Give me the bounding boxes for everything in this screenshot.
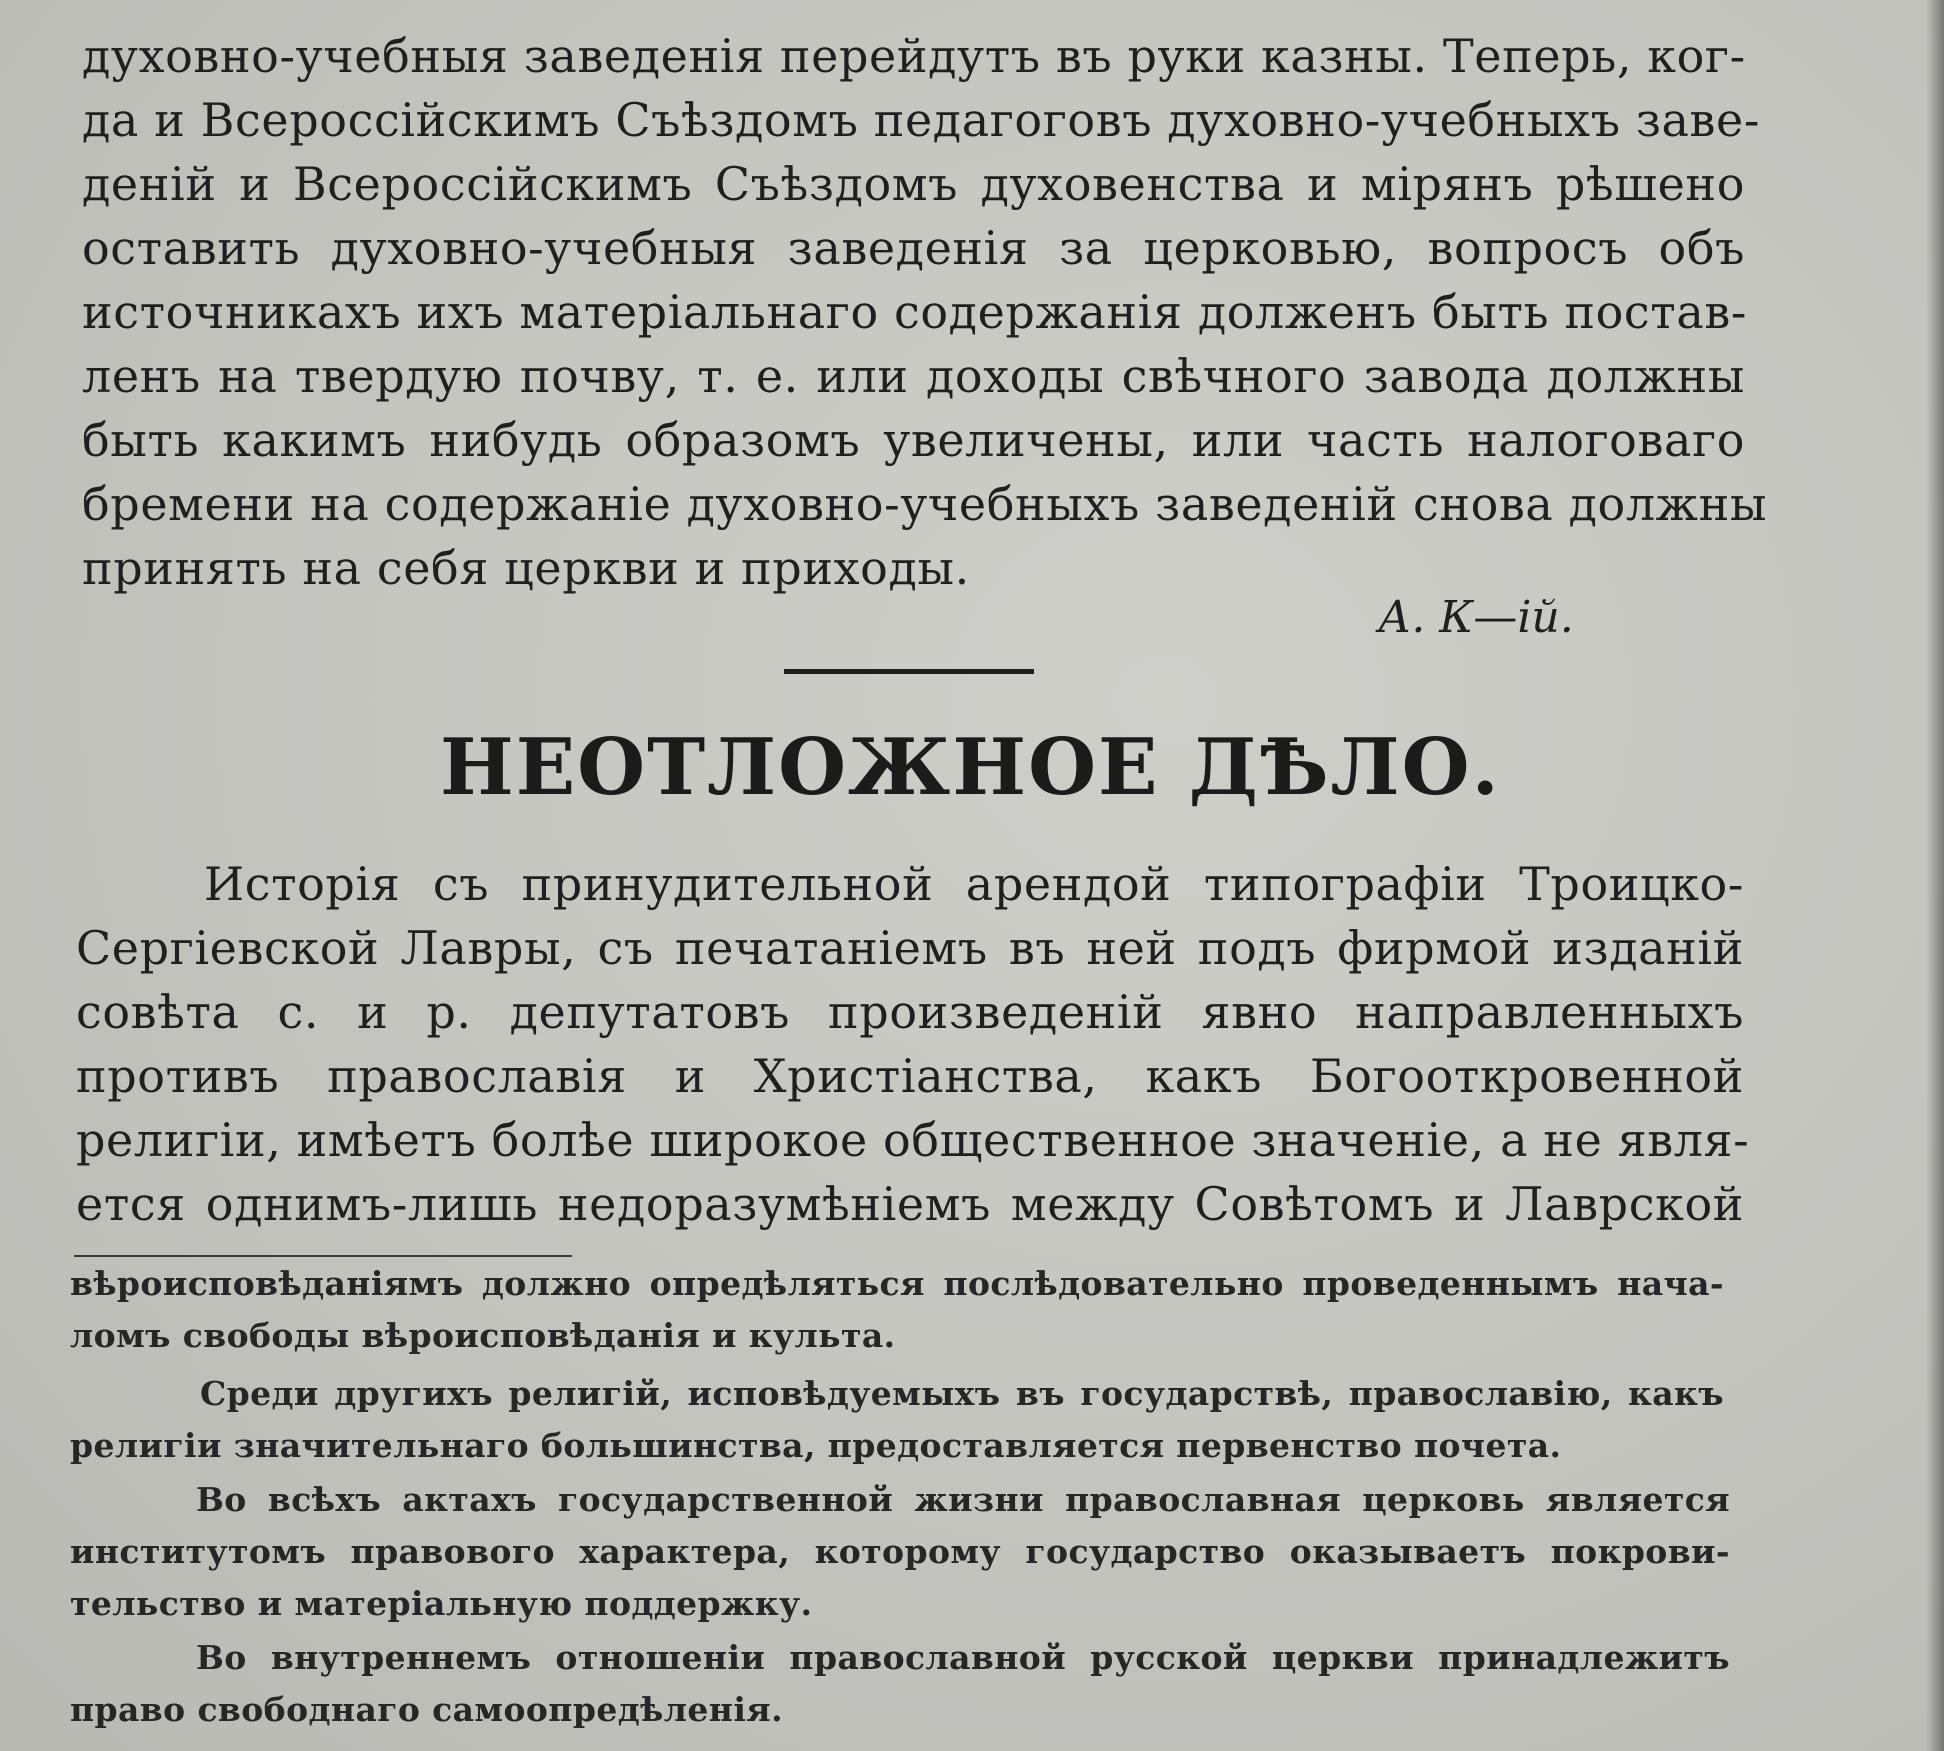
footnote-line: тельство и матеріальную поддержку.	[70, 1584, 813, 1623]
text-line: духовно-учебныя заведенія перейдутъ въ руки казны. Теперь, ког-	[82, 29, 1746, 83]
text-line: религіи, имѣетъ болѣе широкое общественное значеніе, а не явля-	[76, 1113, 1750, 1167]
text-line: бремени на содержаніе духовно-учебныхъ заведеній снова должны	[82, 477, 1768, 531]
footnote-line: институтомъ правового характера, которому государство оказываетъ покрови-	[70, 1532, 1730, 1571]
text-line: принять на себя церкви и приходы.	[82, 541, 970, 595]
footnote-line: вѣроисповѣданіямъ должно опредѣляться послѣдовательно проведеннымъ нача-	[70, 1264, 1724, 1303]
footnote-line: право свободнаго самоопредѣленія.	[70, 1690, 783, 1729]
section-separator	[784, 669, 1034, 674]
text-line: Исторія съ принудительной арендой типографіи Троицко-	[204, 857, 1744, 911]
footnote-line: Во всѣхъ актахъ государственной жизни православная церковь является	[196, 1480, 1730, 1519]
footnote-line: ломъ свободы вѣроисповѣданія и культа.	[70, 1316, 896, 1355]
text-line: ленъ на твердую почву, т. е. или доходы свѣчного завода должны	[82, 349, 1745, 403]
text-line: совѣта с. и р. депутатовъ произведеній явно направленныхъ	[76, 985, 1744, 1039]
text-line: оставить духовно-учебныя заведенія за церковью, вопросъ объ	[82, 221, 1745, 275]
author-signature: А. К—ій.	[1378, 592, 1574, 643]
page-edge-shadow	[1926, 0, 1944, 1751]
footnote-line: Среди другихъ религій, исповѣдуемыхъ въ государствѣ, православію, какъ	[200, 1374, 1724, 1413]
footnote-line: религіи значительнаго большинства, предоставляется первенство почета.	[70, 1426, 1562, 1465]
text-line: да и Всероссійскимъ Съѣздомъ педагоговъ духовно-учебныхъ заве-	[82, 93, 1760, 147]
text-line: Сергіевской Лавры, съ печатаніемъ въ ней подъ фирмой изданій	[76, 921, 1744, 975]
text-line: быть какимъ нибудь образомъ увеличены, или часть налоговаго	[82, 413, 1745, 467]
article-title: НЕОТЛОЖНОЕ ДѢЛО.	[440, 722, 1501, 813]
footnote-rule	[74, 1255, 572, 1257]
text-line: ется однимъ-лишь недоразумѣніемъ между Совѣтомъ и Лаврской	[76, 1177, 1744, 1231]
text-line: противъ православія и Христіанства, какъ Богооткровенной	[76, 1049, 1744, 1103]
text-line: источникахъ ихъ матеріальнаго содержанія долженъ быть постав-	[82, 285, 1747, 339]
footnote-line: Во внутреннемъ отношеніи православной русской церкви принадлежитъ	[196, 1638, 1730, 1677]
text-line: деній и Всероссійскимъ Съѣздомъ духовенства и мірянъ рѣшено	[82, 157, 1745, 211]
